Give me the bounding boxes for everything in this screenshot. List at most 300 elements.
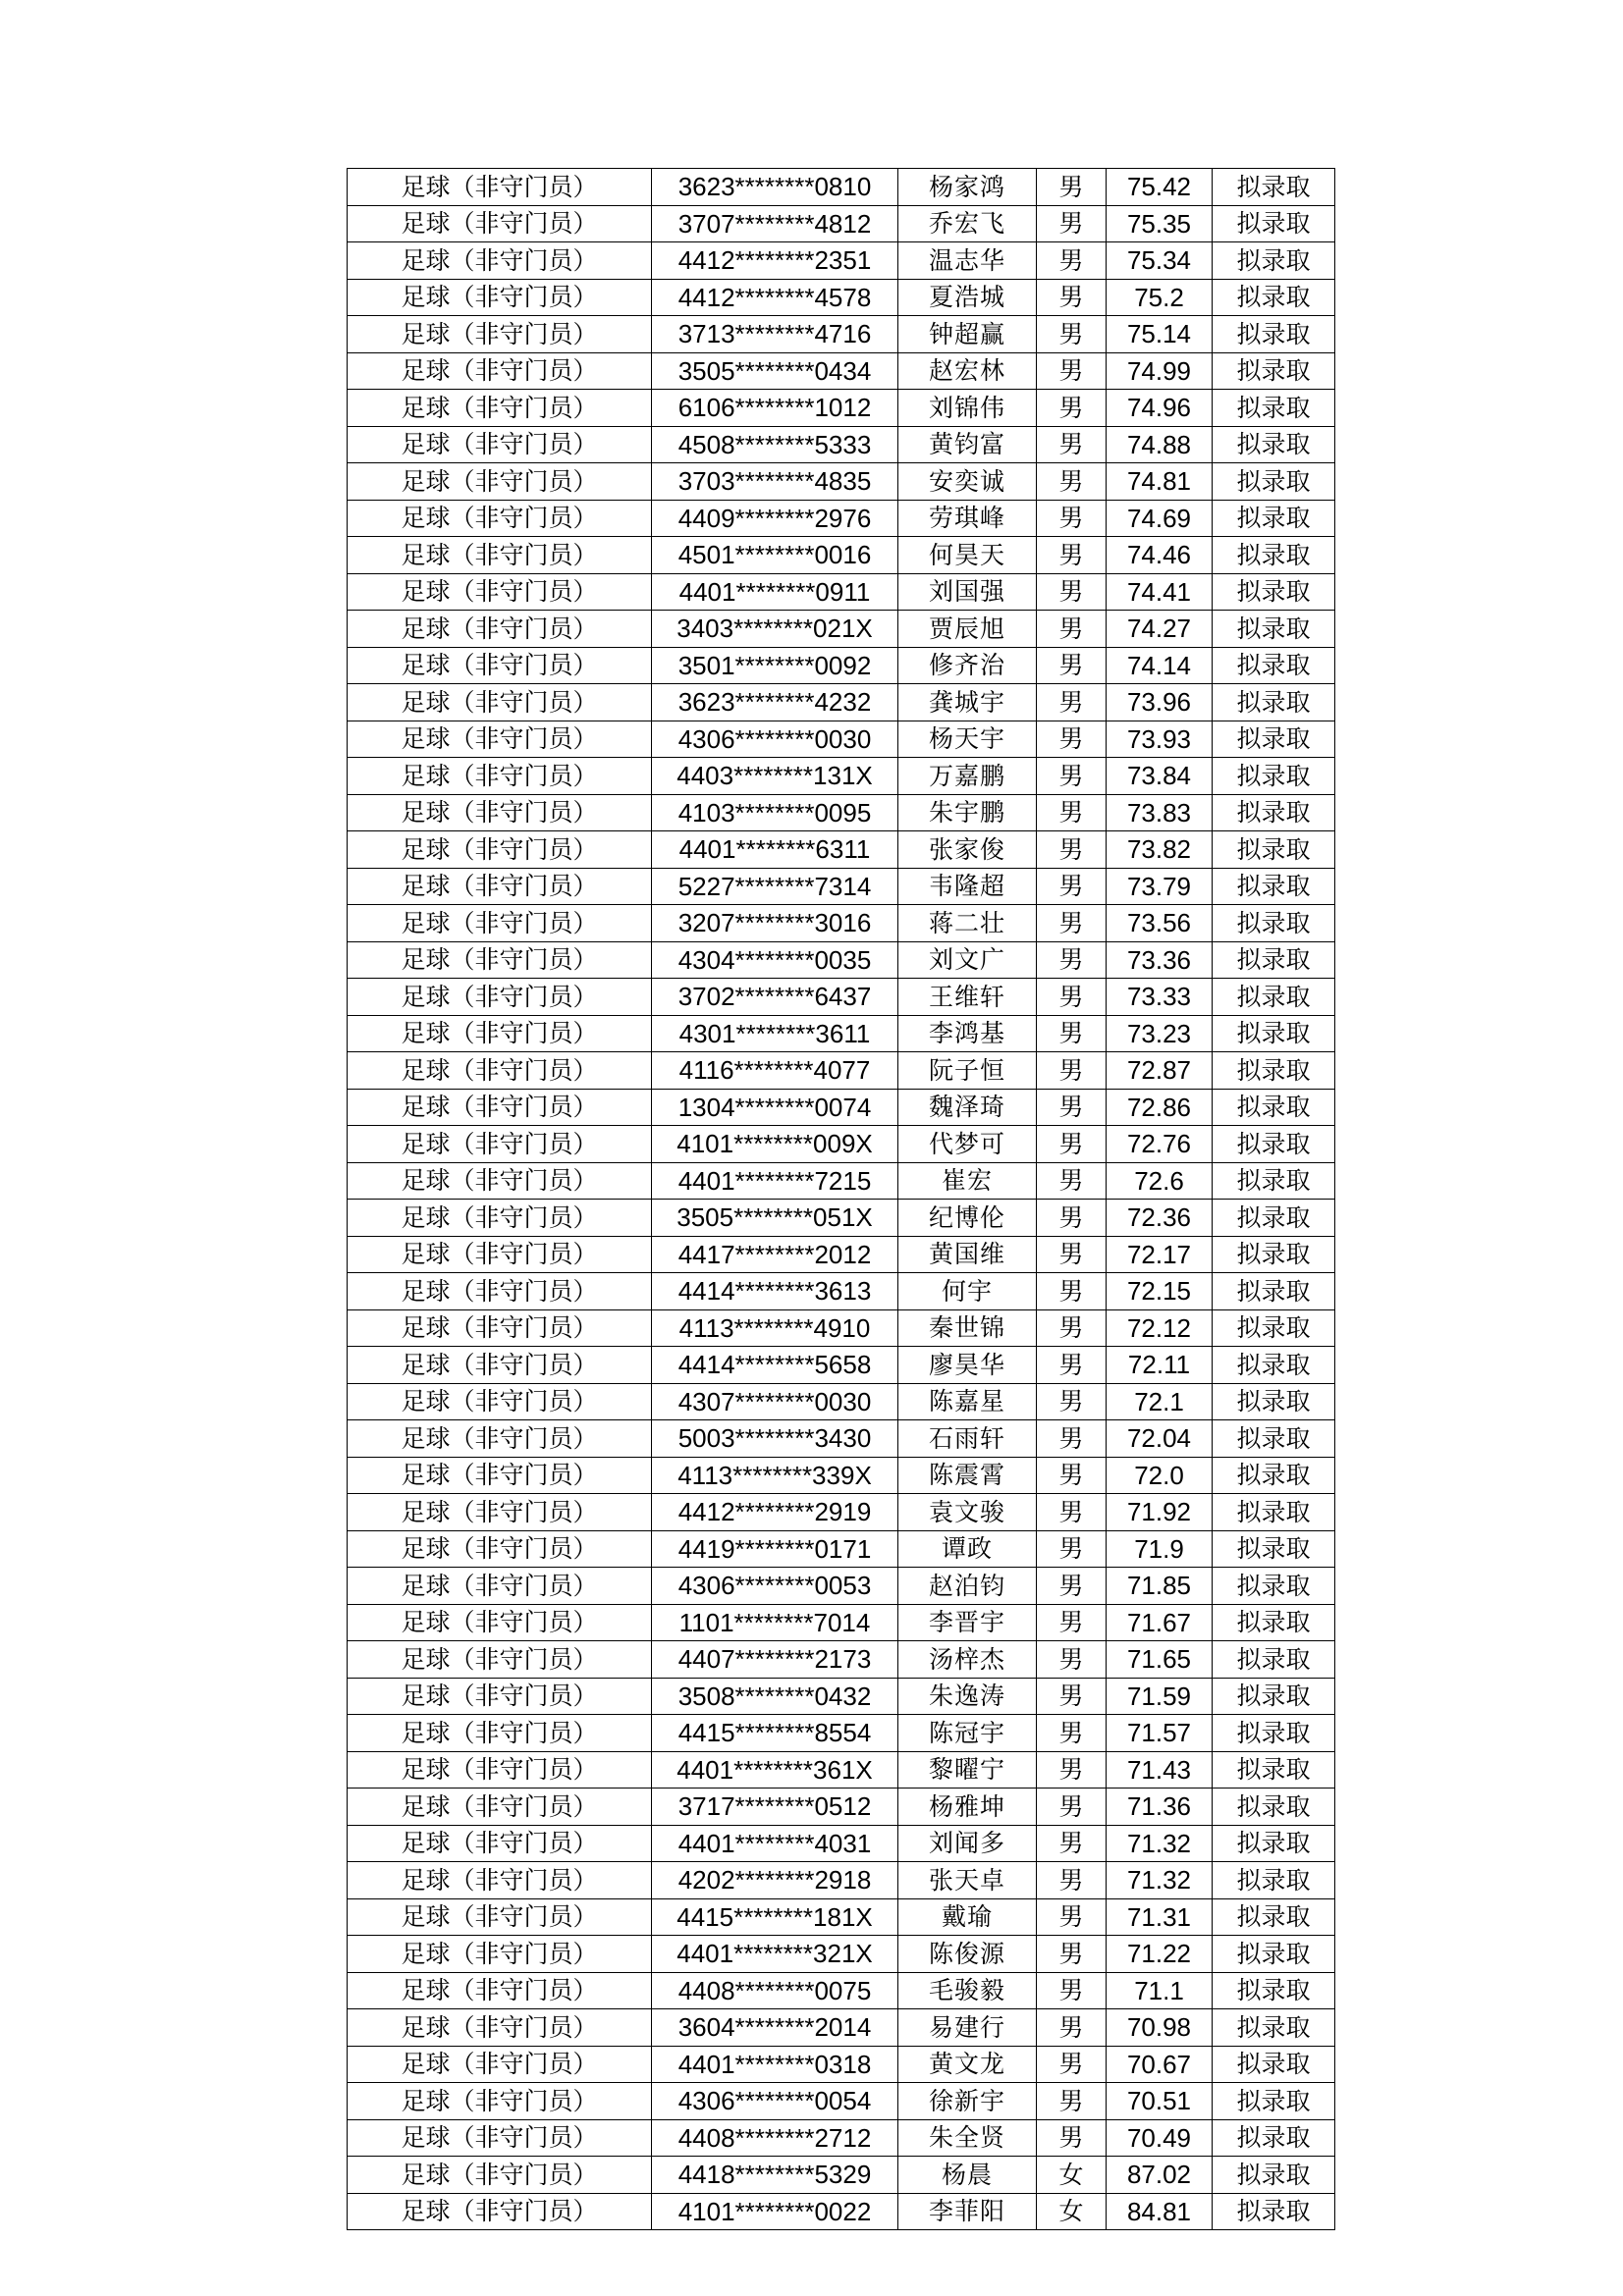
status-cell: 拟录取 [1213, 1604, 1335, 1641]
id-number-cell: 3508********0432 [652, 1678, 898, 1715]
event-cell: 足球（非守门员） [348, 1751, 652, 1789]
table-row [348, 2083, 1335, 2120]
id-number-cell: 4101********0022 [652, 2193, 898, 2230]
event-cell: 足球（非守门员） [348, 611, 652, 648]
gender-cell: 男 [1037, 500, 1107, 537]
score-cell: 74.88 [1107, 426, 1213, 463]
status-cell: 拟录取 [1213, 316, 1335, 353]
score-cell: 71.85 [1107, 1568, 1213, 1605]
table-row [348, 573, 1335, 611]
gender-cell: 男 [1037, 2119, 1107, 2157]
table-row [348, 1530, 1335, 1568]
status-cell: 拟录取 [1213, 205, 1335, 242]
gender-cell: 男 [1037, 1089, 1107, 1126]
name-cell: 陈震霄 [898, 1457, 1037, 1494]
event-cell: 足球（非守门员） [348, 279, 652, 316]
name-cell: 李菲阳 [898, 2193, 1037, 2230]
id-number-cell: 4415********8554 [652, 1715, 898, 1752]
table-row [348, 1052, 1335, 1090]
event-cell: 足球（非守门员） [348, 1200, 652, 1237]
score-cell: 75.2 [1107, 279, 1213, 316]
id-number-cell: 3403********021X [652, 611, 898, 648]
gender-cell: 男 [1037, 1789, 1107, 1826]
name-cell: 夏浩城 [898, 279, 1037, 316]
name-cell: 汤梓杰 [898, 1641, 1037, 1679]
event-cell: 足球（非守门员） [348, 2119, 652, 2157]
gender-cell: 男 [1037, 1530, 1107, 1568]
id-number-cell: 1304********0074 [652, 1089, 898, 1126]
gender-cell: 男 [1037, 1126, 1107, 1163]
id-number-cell: 4415********181X [652, 1898, 898, 1936]
score-cell: 71.9 [1107, 1530, 1213, 1568]
gender-cell: 女 [1037, 2193, 1107, 2230]
status-cell: 拟录取 [1213, 721, 1335, 758]
id-number-cell: 4101********009X [652, 1126, 898, 1163]
score-cell: 72.11 [1107, 1347, 1213, 1384]
status-cell: 拟录取 [1213, 279, 1335, 316]
table-row [348, 868, 1335, 905]
score-cell: 72.86 [1107, 1089, 1213, 1126]
id-number-cell: 4414********3613 [652, 1273, 898, 1310]
name-cell: 韦隆超 [898, 868, 1037, 905]
event-cell: 足球（非守门员） [348, 537, 652, 574]
event-cell: 足球（非守门员） [348, 205, 652, 242]
name-cell: 杨家鸿 [898, 169, 1037, 206]
event-cell: 足球（非守门员） [348, 1089, 652, 1126]
gender-cell: 男 [1037, 1420, 1107, 1458]
name-cell: 谭政 [898, 1530, 1037, 1568]
id-number-cell: 4403********131X [652, 758, 898, 795]
status-cell: 拟录取 [1213, 611, 1335, 648]
id-number-cell: 3707********4812 [652, 205, 898, 242]
table-row [348, 1862, 1335, 1899]
status-cell: 拟录取 [1213, 1126, 1335, 1163]
name-cell: 戴瑜 [898, 1898, 1037, 1936]
table-row [348, 1568, 1335, 1605]
score-cell: 70.51 [1107, 2083, 1213, 2120]
event-cell: 足球（非守门员） [348, 1530, 652, 1568]
score-cell: 71.92 [1107, 1494, 1213, 1531]
gender-cell: 男 [1037, 1641, 1107, 1679]
event-cell: 足球（非守门员） [348, 1936, 652, 1973]
event-cell: 足球（非守门员） [348, 2157, 652, 2194]
score-cell: 72.87 [1107, 1052, 1213, 1090]
id-number-cell: 4202********2918 [652, 1862, 898, 1899]
id-number-cell: 3703********4835 [652, 463, 898, 501]
status-cell: 拟录取 [1213, 1751, 1335, 1789]
gender-cell: 男 [1037, 1162, 1107, 1200]
event-cell: 足球（非守门员） [348, 390, 652, 427]
id-number-cell: 3702********6437 [652, 979, 898, 1016]
id-number-cell: 4419********0171 [652, 1530, 898, 1568]
event-cell: 足球（非守门员） [348, 1457, 652, 1494]
status-cell: 拟录取 [1213, 390, 1335, 427]
score-cell: 71.22 [1107, 1936, 1213, 1973]
table-row [348, 1678, 1335, 1715]
status-cell: 拟录取 [1213, 979, 1335, 1016]
id-number-cell: 3713********4716 [652, 316, 898, 353]
score-cell: 71.65 [1107, 1641, 1213, 1679]
name-cell: 陈嘉星 [898, 1383, 1037, 1420]
event-cell: 足球（非守门员） [348, 1126, 652, 1163]
score-cell: 73.93 [1107, 721, 1213, 758]
status-cell: 拟录取 [1213, 1568, 1335, 1605]
status-cell: 拟录取 [1213, 169, 1335, 206]
gender-cell: 男 [1037, 1862, 1107, 1899]
name-cell: 秦世锦 [898, 1309, 1037, 1347]
score-cell: 71.59 [1107, 1678, 1213, 1715]
status-cell: 拟录取 [1213, 1162, 1335, 1200]
status-cell: 拟录取 [1213, 2119, 1335, 2157]
id-number-cell: 3604********2014 [652, 2009, 898, 2047]
status-cell: 拟录取 [1213, 1530, 1335, 1568]
name-cell: 廖昊华 [898, 1347, 1037, 1384]
gender-cell: 男 [1037, 1347, 1107, 1384]
name-cell: 赵泊钧 [898, 1568, 1037, 1605]
event-cell: 足球（非守门员） [348, 758, 652, 795]
status-cell: 拟录取 [1213, 1825, 1335, 1862]
id-number-cell: 4116********4077 [652, 1052, 898, 1090]
name-cell: 刘锦伟 [898, 390, 1037, 427]
gender-cell: 男 [1037, 242, 1107, 280]
score-cell: 73.83 [1107, 794, 1213, 831]
score-cell: 73.36 [1107, 941, 1213, 979]
status-cell: 拟录取 [1213, 426, 1335, 463]
name-cell: 贾辰旭 [898, 611, 1037, 648]
name-cell: 黄文龙 [898, 2046, 1037, 2083]
event-cell: 足球（非守门员） [348, 721, 652, 758]
event-cell: 足球（非守门员） [348, 979, 652, 1016]
name-cell: 阮子恒 [898, 1052, 1037, 1090]
id-number-cell: 3505********051X [652, 1200, 898, 1237]
name-cell: 刘文广 [898, 941, 1037, 979]
name-cell: 修齐治 [898, 647, 1037, 684]
score-cell: 72.15 [1107, 1273, 1213, 1310]
gender-cell: 男 [1037, 352, 1107, 390]
event-cell: 足球（非守门员） [348, 242, 652, 280]
name-cell: 易建行 [898, 2009, 1037, 2047]
event-cell: 足球（非守门员） [348, 1862, 652, 1899]
score-cell: 71.31 [1107, 1898, 1213, 1936]
status-cell: 拟录取 [1213, 1089, 1335, 1126]
event-cell: 足球（非守门员） [348, 794, 652, 831]
score-cell: 73.79 [1107, 868, 1213, 905]
score-cell: 74.81 [1107, 463, 1213, 501]
gender-cell: 男 [1037, 1898, 1107, 1936]
score-cell: 72.12 [1107, 1309, 1213, 1347]
event-cell: 足球（非守门员） [348, 1309, 652, 1347]
status-cell: 拟录取 [1213, 758, 1335, 795]
name-cell: 袁文骏 [898, 1494, 1037, 1531]
event-cell: 足球（非守门员） [348, 1383, 652, 1420]
table-row [348, 169, 1335, 206]
name-cell: 李晋宇 [898, 1604, 1037, 1641]
id-number-cell: 4304********0035 [652, 941, 898, 979]
id-number-cell: 5227********7314 [652, 868, 898, 905]
event-cell: 足球（非守门员） [348, 2083, 652, 2120]
event-cell: 足球（非守门员） [348, 169, 652, 206]
score-cell: 71.36 [1107, 1789, 1213, 1826]
id-number-cell: 4401********0911 [652, 573, 898, 611]
score-cell: 73.96 [1107, 684, 1213, 721]
table-row [348, 831, 1335, 869]
event-cell: 足球（非守门员） [348, 352, 652, 390]
id-number-cell: 4401********0318 [652, 2046, 898, 2083]
status-cell: 拟录取 [1213, 537, 1335, 574]
gender-cell: 男 [1037, 2046, 1107, 2083]
score-cell: 73.84 [1107, 758, 1213, 795]
gender-cell: 男 [1037, 1568, 1107, 1605]
score-cell: 71.57 [1107, 1715, 1213, 1752]
table-row [348, 1604, 1335, 1641]
event-cell: 足球（非守门员） [348, 2046, 652, 2083]
event-cell: 足球（非守门员） [348, 1568, 652, 1605]
table-row [348, 352, 1335, 390]
gender-cell: 男 [1037, 1236, 1107, 1273]
table-row [348, 1273, 1335, 1310]
table-row [348, 2119, 1335, 2157]
table-row [348, 684, 1335, 721]
score-cell: 73.56 [1107, 905, 1213, 942]
gender-cell: 男 [1037, 1494, 1107, 1531]
score-cell: 70.49 [1107, 2119, 1213, 2157]
table-row [348, 1383, 1335, 1420]
name-cell: 朱逸涛 [898, 1678, 1037, 1715]
status-cell: 拟录取 [1213, 2046, 1335, 2083]
table-row [348, 1420, 1335, 1458]
score-cell: 70.98 [1107, 2009, 1213, 2047]
event-cell: 足球（非守门员） [348, 1347, 652, 1384]
score-cell: 71.32 [1107, 1862, 1213, 1899]
event-cell: 足球（非守门员） [348, 463, 652, 501]
id-number-cell: 4401********7215 [652, 1162, 898, 1200]
status-cell: 拟录取 [1213, 2009, 1335, 2047]
score-cell: 74.41 [1107, 573, 1213, 611]
score-cell: 84.81 [1107, 2193, 1213, 2230]
name-cell: 代梦可 [898, 1126, 1037, 1163]
event-cell: 足球（非守门员） [348, 1789, 652, 1826]
name-cell: 黎曜宁 [898, 1751, 1037, 1789]
gender-cell: 男 [1037, 1678, 1107, 1715]
gender-cell: 男 [1037, 979, 1107, 1016]
event-cell: 足球（非守门员） [348, 573, 652, 611]
gender-cell: 男 [1037, 1015, 1107, 1052]
name-cell: 毛骏毅 [898, 1972, 1037, 2009]
id-number-cell: 4412********4578 [652, 279, 898, 316]
gender-cell: 男 [1037, 868, 1107, 905]
event-cell: 足球（非守门员） [348, 1052, 652, 1090]
id-number-cell: 4412********2919 [652, 1494, 898, 1531]
table-row [348, 1015, 1335, 1052]
table-row [348, 1200, 1335, 1237]
event-cell: 足球（非守门员） [348, 1015, 652, 1052]
status-cell: 拟录取 [1213, 2157, 1335, 2194]
table-row [348, 979, 1335, 1016]
table-row [348, 1715, 1335, 1752]
id-number-cell: 4412********2351 [652, 242, 898, 280]
event-cell: 足球（非守门员） [348, 1825, 652, 1862]
gender-cell: 女 [1037, 2157, 1107, 2194]
id-number-cell: 6106********1012 [652, 390, 898, 427]
id-number-cell: 4408********0075 [652, 1972, 898, 2009]
event-cell: 足球（非守门员） [348, 1898, 652, 1936]
status-cell: 拟录取 [1213, 868, 1335, 905]
admission-table-body [348, 169, 1335, 2230]
gender-cell: 男 [1037, 684, 1107, 721]
status-cell: 拟录取 [1213, 831, 1335, 869]
status-cell: 拟录取 [1213, 1347, 1335, 1384]
table-row [348, 721, 1335, 758]
score-cell: 73.33 [1107, 979, 1213, 1016]
name-cell: 刘闻多 [898, 1825, 1037, 1862]
event-cell: 足球（非守门员） [348, 1972, 652, 2009]
name-cell: 魏泽琦 [898, 1089, 1037, 1126]
name-cell: 乔宏飞 [898, 205, 1037, 242]
gender-cell: 男 [1037, 905, 1107, 942]
id-number-cell: 4417********2012 [652, 1236, 898, 1273]
status-cell: 拟录取 [1213, 1457, 1335, 1494]
gender-cell: 男 [1037, 316, 1107, 353]
event-cell: 足球（非守门员） [348, 500, 652, 537]
name-cell: 张天卓 [898, 1862, 1037, 1899]
score-cell: 71.32 [1107, 1825, 1213, 1862]
status-cell: 拟录取 [1213, 794, 1335, 831]
id-number-cell: 4407********2173 [652, 1641, 898, 1679]
id-number-cell: 3505********0434 [652, 352, 898, 390]
name-cell: 刘国强 [898, 573, 1037, 611]
event-cell: 足球（非守门员） [348, 647, 652, 684]
status-cell: 拟录取 [1213, 1494, 1335, 1531]
event-cell: 足球（非守门员） [348, 2009, 652, 2047]
id-number-cell: 4401********321X [652, 1936, 898, 1973]
table-row [348, 1936, 1335, 1973]
gender-cell: 男 [1037, 205, 1107, 242]
event-cell: 足球（非守门员） [348, 1641, 652, 1679]
id-number-cell: 3717********0512 [652, 1789, 898, 1826]
status-cell: 拟录取 [1213, 941, 1335, 979]
table-row [348, 611, 1335, 648]
gender-cell: 男 [1037, 537, 1107, 574]
score-cell: 72.1 [1107, 1383, 1213, 1420]
name-cell: 黄钧富 [898, 426, 1037, 463]
status-cell: 拟录取 [1213, 1715, 1335, 1752]
id-number-cell: 4414********5658 [652, 1347, 898, 1384]
name-cell: 黄国维 [898, 1236, 1037, 1273]
status-cell: 拟录取 [1213, 573, 1335, 611]
table-row [348, 316, 1335, 353]
event-cell: 足球（非守门员） [348, 868, 652, 905]
gender-cell: 男 [1037, 573, 1107, 611]
event-cell: 足球（非守门员） [348, 831, 652, 869]
table-row [348, 390, 1335, 427]
status-cell: 拟录取 [1213, 500, 1335, 537]
gender-cell: 男 [1037, 611, 1107, 648]
gender-cell: 男 [1037, 1457, 1107, 1494]
table-row [348, 1825, 1335, 1862]
id-number-cell: 4307********0030 [652, 1383, 898, 1420]
event-cell: 足球（非守门员） [348, 1715, 652, 1752]
status-cell: 拟录取 [1213, 1678, 1335, 1715]
name-cell: 何昊天 [898, 537, 1037, 574]
name-cell: 杨晨 [898, 2157, 1037, 2194]
status-cell: 拟录取 [1213, 463, 1335, 501]
name-cell: 陈冠宇 [898, 1715, 1037, 1752]
id-number-cell: 4409********2976 [652, 500, 898, 537]
score-cell: 74.99 [1107, 352, 1213, 390]
table-row [348, 2193, 1335, 2230]
event-cell: 足球（非守门员） [348, 316, 652, 353]
gender-cell: 男 [1037, 1972, 1107, 2009]
id-number-cell: 4113********4910 [652, 1309, 898, 1347]
gender-cell: 男 [1037, 2009, 1107, 2047]
status-cell: 拟录取 [1213, 1898, 1335, 1936]
status-cell: 拟录取 [1213, 684, 1335, 721]
table-row [348, 1789, 1335, 1826]
score-cell: 72.36 [1107, 1200, 1213, 1237]
event-cell: 足球（非守门员） [348, 1604, 652, 1641]
event-cell: 足球（非守门员） [348, 684, 652, 721]
table-row [348, 2157, 1335, 2194]
score-cell: 71.67 [1107, 1604, 1213, 1641]
gender-cell: 男 [1037, 941, 1107, 979]
table-row [348, 500, 1335, 537]
name-cell: 劳琪峰 [898, 500, 1037, 537]
table-row [348, 1347, 1335, 1384]
table-row [348, 279, 1335, 316]
gender-cell: 男 [1037, 1751, 1107, 1789]
status-cell: 拟录取 [1213, 1862, 1335, 1899]
name-cell: 崔宏 [898, 1162, 1037, 1200]
id-number-cell: 4401********6311 [652, 831, 898, 869]
id-number-cell: 5003********3430 [652, 1420, 898, 1458]
gender-cell: 男 [1037, 1052, 1107, 1090]
status-cell: 拟录取 [1213, 1383, 1335, 1420]
table-row [348, 537, 1335, 574]
status-cell: 拟录取 [1213, 647, 1335, 684]
name-cell: 张家俊 [898, 831, 1037, 869]
score-cell: 73.23 [1107, 1015, 1213, 1052]
table-row [348, 794, 1335, 831]
gender-cell: 男 [1037, 758, 1107, 795]
table-row [348, 905, 1335, 942]
status-cell: 拟录取 [1213, 1420, 1335, 1458]
score-cell: 74.46 [1107, 537, 1213, 574]
event-cell: 足球（非守门员） [348, 2193, 652, 2230]
id-number-cell: 3623********4232 [652, 684, 898, 721]
id-number-cell: 4306********0054 [652, 2083, 898, 2120]
name-cell: 陈俊源 [898, 1936, 1037, 1973]
status-cell: 拟录取 [1213, 1641, 1335, 1679]
gender-cell: 男 [1037, 390, 1107, 427]
id-number-cell: 4508********5333 [652, 426, 898, 463]
table-row [348, 647, 1335, 684]
table-row [348, 426, 1335, 463]
status-cell: 拟录取 [1213, 2083, 1335, 2120]
name-cell: 龚城宇 [898, 684, 1037, 721]
event-cell: 足球（非守门员） [348, 1162, 652, 1200]
table-row [348, 1494, 1335, 1531]
status-cell: 拟录取 [1213, 1200, 1335, 1237]
name-cell: 李鸿基 [898, 1015, 1037, 1052]
name-cell: 钟超赢 [898, 316, 1037, 353]
event-cell: 足球（非守门员） [348, 941, 652, 979]
name-cell: 徐新宇 [898, 2083, 1037, 2120]
gender-cell: 男 [1037, 794, 1107, 831]
gender-cell: 男 [1037, 426, 1107, 463]
id-number-cell: 3207********3016 [652, 905, 898, 942]
status-cell: 拟录取 [1213, 1273, 1335, 1310]
status-cell: 拟录取 [1213, 1309, 1335, 1347]
